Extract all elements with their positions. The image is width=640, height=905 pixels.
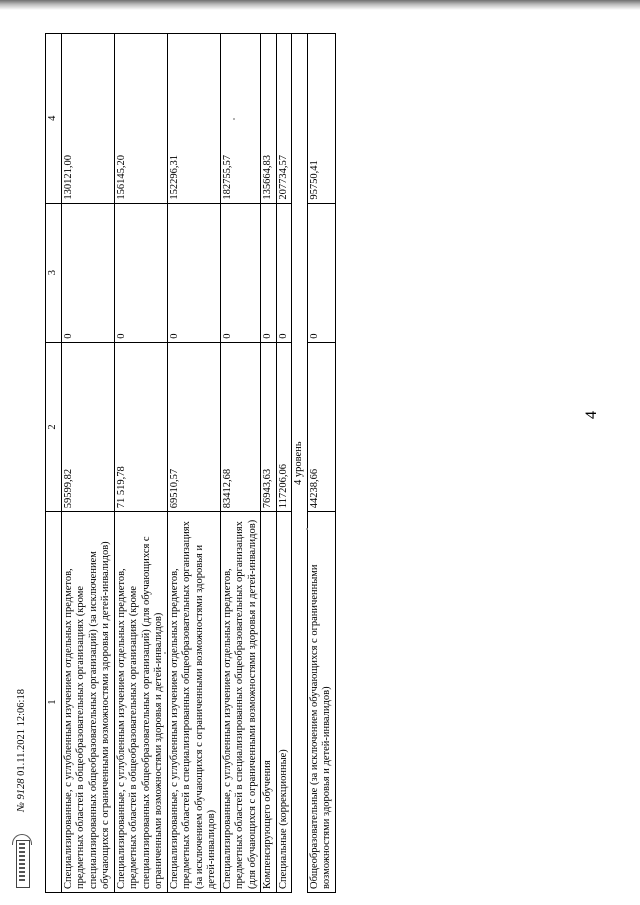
table-row xyxy=(276,34,292,893)
row-name: Специализированные, с углубленным изучением отдельных предметов, предметных областей в общеобразовательных организациях (кроме специализированных общеобразовательных организаций) (за исключением обучающихся с ограниченными возможностями здоровья и детей-инвалидов) xyxy=(61,512,114,893)
table-row xyxy=(61,34,114,893)
row-value-col3: 0 xyxy=(114,203,167,342)
row-value-col4: 156145,20 xyxy=(114,34,167,204)
stamp-emblem-icon xyxy=(12,836,32,892)
row-value-col3: 0 xyxy=(167,203,220,342)
table-row xyxy=(307,34,335,893)
row-value-col3: 0 xyxy=(61,203,114,342)
row-value-col3: 0 xyxy=(276,203,292,342)
row-value-col2: 117206,06 xyxy=(276,342,292,512)
row-value-col4: 207734,57 xyxy=(276,34,292,204)
doc-number: № 9128 xyxy=(16,778,27,812)
row-name: Специализированные, с углубленным изучением отдельных предметов, предметных областей в общеобразовательных организациях (кроме специализированных общеобразовательных организаций) (для обучающихся с ограниченными возможностями здоровья и детей-инвалидов) xyxy=(114,512,167,893)
table-header-row xyxy=(46,34,62,893)
row-value-col2: 71 519,78 xyxy=(114,342,167,512)
row-value-col3: 0 xyxy=(261,203,277,342)
scan-speck xyxy=(306,528,308,530)
page-number: 4 xyxy=(583,411,600,419)
header-col-1: 1 xyxy=(46,512,62,893)
row-value-col2: 59599,82 xyxy=(61,342,114,512)
section-label: 4 уровень xyxy=(292,34,308,893)
rotated-table-container xyxy=(45,33,575,893)
row-value-col2: 83412,68 xyxy=(220,342,261,512)
row-value-col2: 76943,63 xyxy=(261,342,277,512)
row-value-col2: 44238,66 xyxy=(307,342,335,512)
row-name: Специализированные, с углубленным изучением отдельных предметов, предметных областей в специализированных общеобразовательных организациях (для обучающихся с ограниченными возможностями здоровья и детей-инвалидов) xyxy=(220,512,261,893)
table-row xyxy=(261,34,277,893)
row-name: Компенсирующего обучения xyxy=(261,512,277,893)
header-col-4: 4 xyxy=(46,34,62,204)
row-value-col2: 69510,57 xyxy=(167,342,220,512)
table-rotation-frame xyxy=(45,33,575,893)
row-value-col4: 152296,31 xyxy=(167,34,220,204)
doc-timestamp: 01.11.2021 12:06:18 xyxy=(16,689,27,776)
header-col-2: 2 xyxy=(46,342,62,512)
table-row xyxy=(167,34,220,893)
row-value-col4: 95750,41 xyxy=(307,34,335,204)
row-value-col4: 135664,83 xyxy=(261,34,277,204)
tariff-table xyxy=(45,33,336,893)
scan-speck xyxy=(164,652,166,654)
row-value-col3: 0 xyxy=(307,203,335,342)
row-value-col4: 182755,57 xyxy=(220,34,261,204)
stamp-barcode xyxy=(19,843,25,883)
row-name: Специальные (коррекционные) xyxy=(276,512,292,893)
row-name: Общеобразовательные (за исключением обучающихся с ограниченными возможностями здоровья и детей-инвалидов) xyxy=(307,512,335,893)
row-name: Специализированные, с углубленным изучением отдельных предметов, предметных областей в специализированных общеобразовательных организациях (за исключением обучающихся с ограниченными возможностями здоровья и детей-инвалидов) xyxy=(167,512,220,893)
header-col-3: 3 xyxy=(46,203,62,342)
scan-edge-shadow xyxy=(0,0,640,10)
row-value-col4: 130121,00 xyxy=(61,34,114,204)
table-row xyxy=(220,34,261,893)
registration-mark xyxy=(16,642,34,812)
scan-speck xyxy=(233,118,235,120)
row-value-col3: 0 xyxy=(220,203,261,342)
section-header-row xyxy=(292,34,308,893)
table-row xyxy=(114,34,167,893)
